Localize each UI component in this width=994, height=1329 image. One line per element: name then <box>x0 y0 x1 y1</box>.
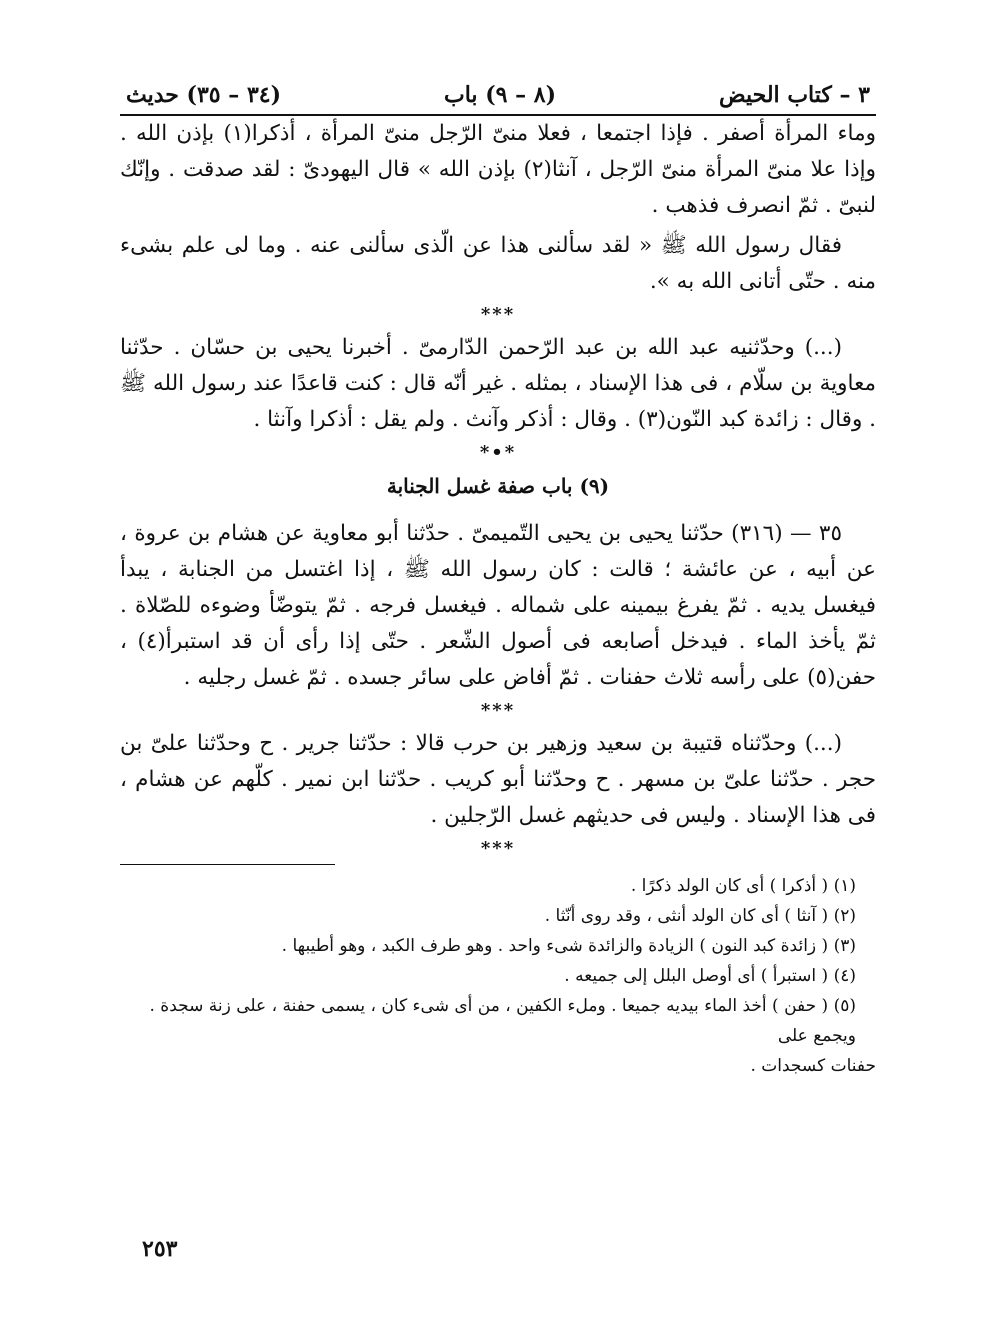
footnote-continuation: حفنات كسجدات . <box>750 1056 876 1076</box>
footnote: (٥) ( حفن ) أخذ الماء بيديه جميعا . وملء الكفين ، من أى شىء كان ، يسمى حفنة ، على زنة سجدة . ويجمع على <box>149 996 856 1046</box>
footnote: (٢) ( آنثا ) أى كان الولد أنثى ، وقد روى أنّثا . <box>544 906 856 926</box>
footnotes <box>120 871 876 1081</box>
running-header <box>120 82 876 116</box>
paragraph: فقال رسول الله ﷺ « لقد سألنى هذا عن الّذى سألنى عنه . وما لى علم بشىء منه . حتّى أتانى الله به ». <box>120 233 876 294</box>
section-separator: *** <box>480 304 516 325</box>
header-book-title: ٣ – كتاب الحيض <box>719 82 870 108</box>
header-chapter-range: (٨ – ٩) باب <box>444 82 557 108</box>
section-separator: *** <box>480 700 516 721</box>
footnote: (١) ( أذكرا ) أى كان الولد ذكرًا . <box>630 876 856 896</box>
paragraph: (...) وحدّثنيه عبد الله بن عبد الرّحمن الدّارمىّ . أخبرنا يحيى بن حسّان . حدّثنا معاوية بن سلّام ، فى هذا الإسناد ، بمثله . غير أنّه قال : كنت قاعدًا عند رسول الله ﷺ . وقال : زائدة كبد النّون(٣) . وقال : أذكر وآنث . ولم يقل : أذكرا وآنثا . <box>120 335 876 432</box>
section-separator: *** <box>480 838 516 859</box>
main-text <box>120 116 876 860</box>
section-separator: *•* <box>479 442 517 463</box>
header-hadith-range: (٣٤ – ٣٥) حديث <box>126 82 281 108</box>
footnote: (٣) ( زائدة كبد النون ) الزيادة والزائدة شىء واحد . وهو طرف الكبد ، وهو أطيبها . <box>281 936 856 956</box>
paragraph: وماء المرأة أصفر . فإذا اجتمعا ، فعلا منىّ الرّجل منىّ المرأة ، أذكرا(١) بإذن الله . وإذا علا منىّ المرأة منىّ الرّجل ، آنثا(٢) بإذن الله » قال اليهودىّ : لقد صدقت . وإنّك لنبىّ . ثمّ انصرف فذهب . <box>120 121 876 218</box>
paragraph: ٣٥ — (٣١٦) حدّثنا يحيى بن يحيى التّميمىّ . حدّثنا أبو معاوية عن هشام بن عروة ، عن أبيه ، عن عائشة ؛ قالت : كان رسول الله ﷺ ، إذا اغتسل من الجنابة ، يبدأ فيغسل يديه . ثمّ يفرغ بيمينه على شماله . فيغسل فرجه . ثمّ يتوضّأ وضوءه للصّلاة . ثمّ يأخذ الماء . فيدخل أصابعه فى أصول الشّعر . حتّى إذا رأى أن قد استبرأ(٤) ، حفن(٥) على رأسه ثلاث حفنات . ثمّ أفاض على سائر جسده . ثمّ غسل رجليه . <box>120 521 876 690</box>
chapter-title: (٩) باب صفة غسل الجنابة <box>386 474 610 498</box>
paragraph: (...) وحدّثناه قتيبة بن سعيد وزهير بن حرب قالا : حدّثنا جرير . ح وحدّثنا علىّ بن حجر . حدّثنا علىّ بن مسهر . ح وحدّثنا أبو كريب . حدّثنا ابن نمير . كلّهم عن هشام ، فى هذا الإسناد . وليس فى حديثهم غسل الرّجلين . <box>120 731 876 828</box>
page-number: ٢٥٣ <box>142 1236 178 1262</box>
footnote-divider <box>120 864 335 865</box>
footnote: (٤) ( استبرأ ) أى أوصل البلل إلى جميعه . <box>564 966 856 986</box>
